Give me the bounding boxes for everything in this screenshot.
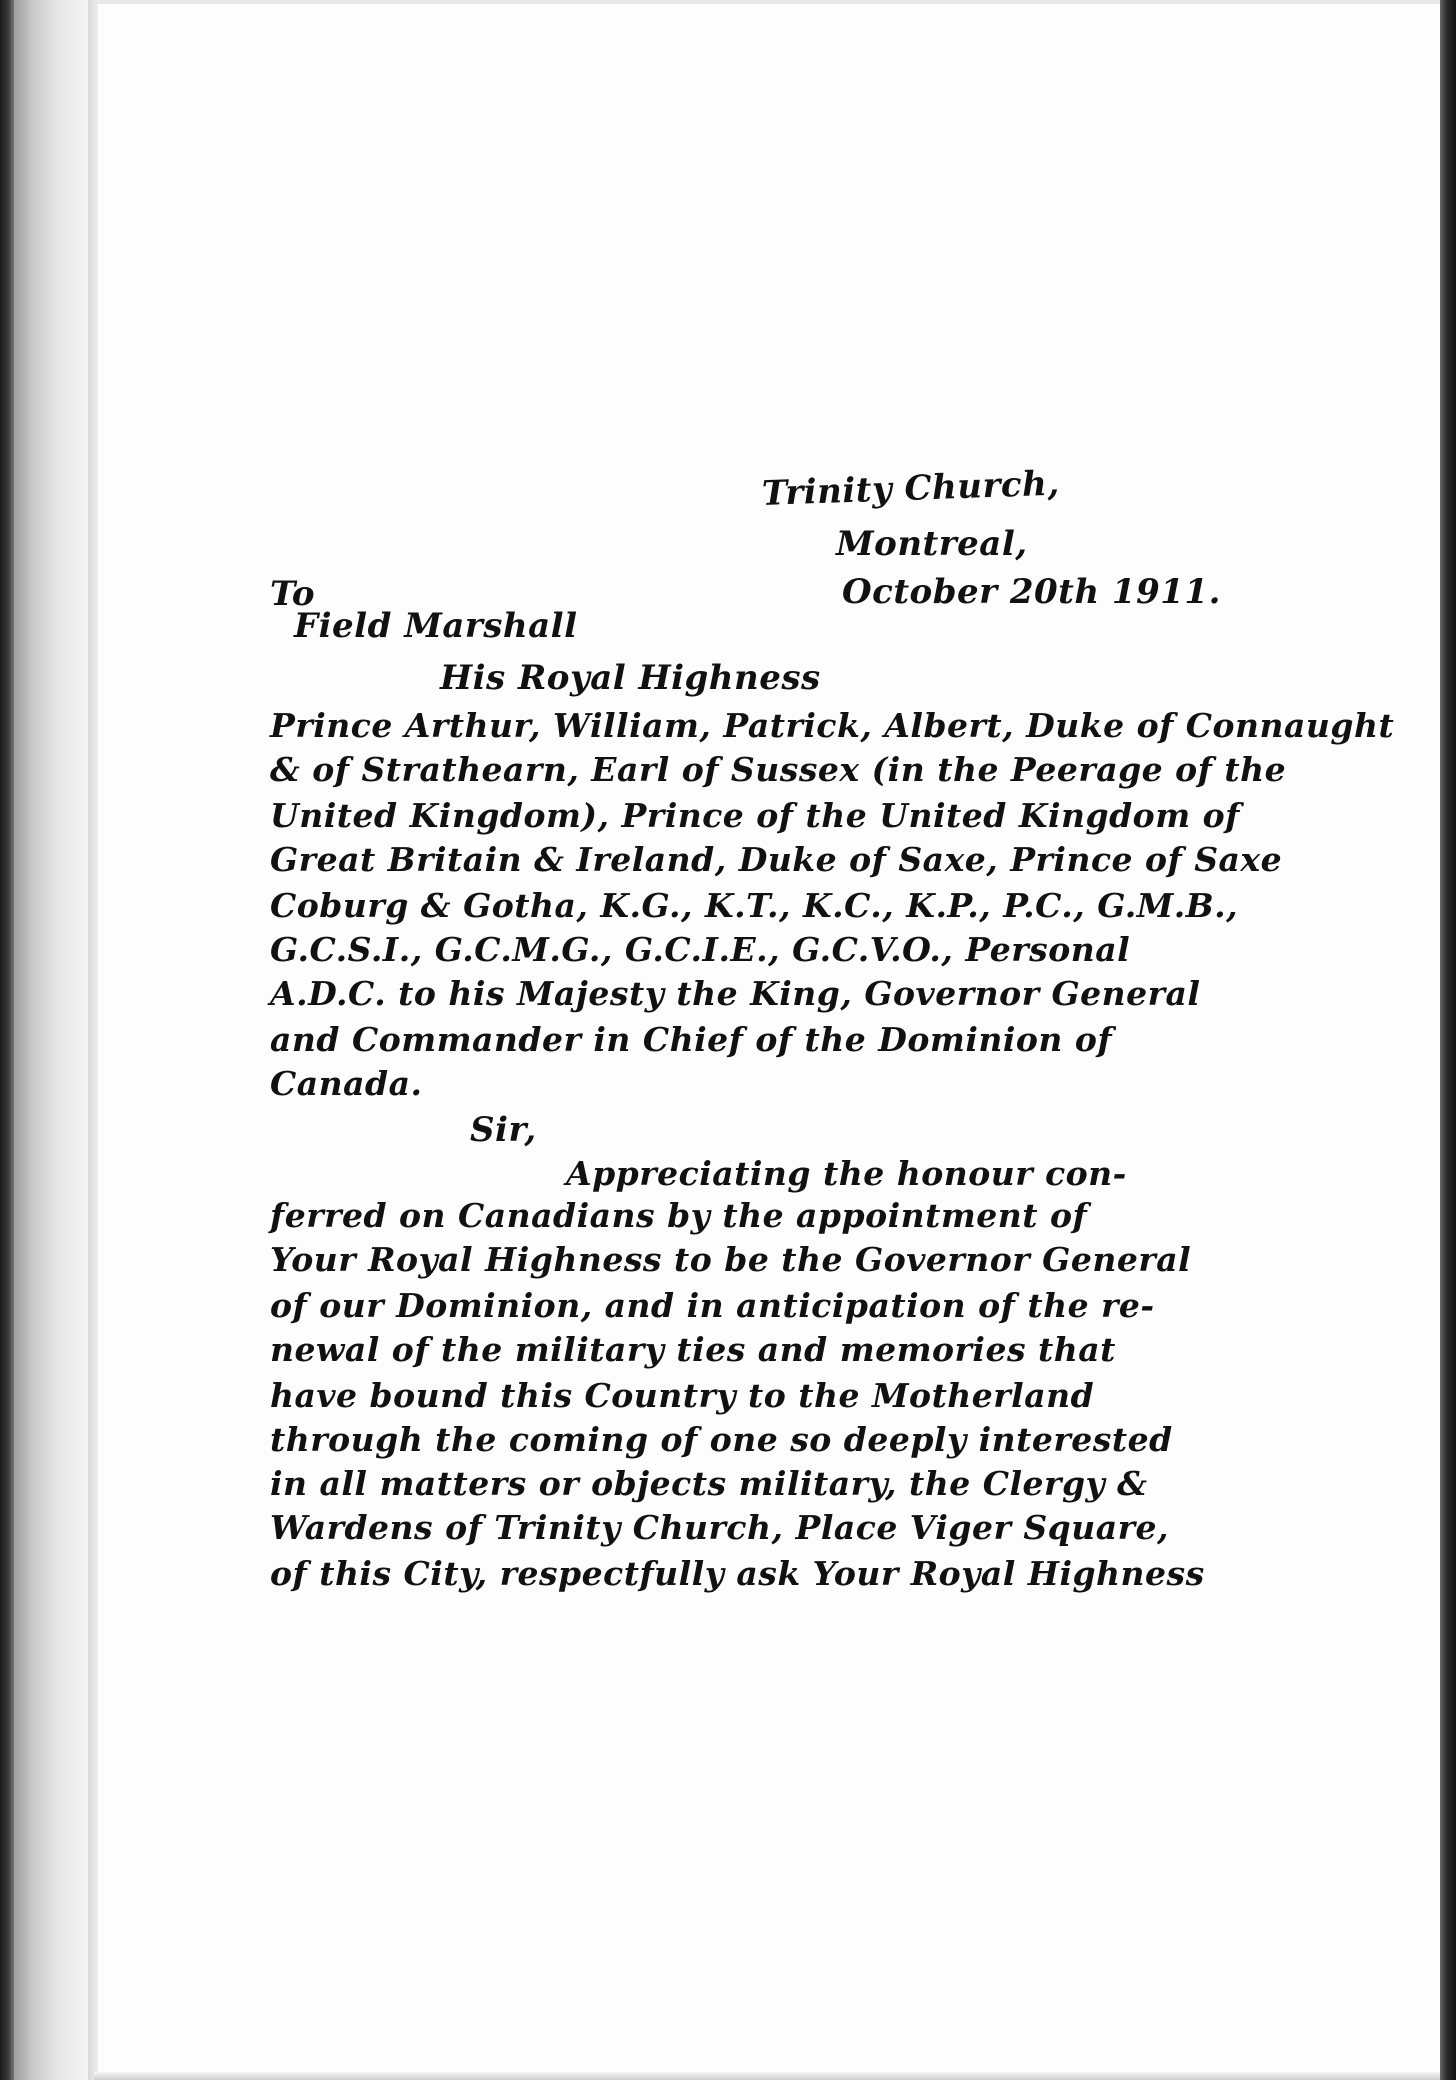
body-line: Appreciating the honour con- bbox=[566, 1154, 1127, 1193]
body-line: through the coming of one so deeply interested bbox=[270, 1420, 1173, 1459]
body-line: in all matters or objects military, the Clergy & bbox=[270, 1464, 1148, 1503]
body-line: ferred on Canadians by the appointment of bbox=[270, 1196, 1088, 1235]
body-line: have bound this Country to the Motherland bbox=[270, 1376, 1095, 1415]
letter-to: To bbox=[270, 574, 316, 614]
body-line: newal of the military ties and memories that bbox=[270, 1330, 1116, 1369]
body-line: of our Dominion, and in anticipation of the re- bbox=[270, 1286, 1155, 1325]
address-line: Field Marshall bbox=[294, 606, 578, 646]
address-line: Prince Arthur, William, Patrick, Albert, Duke of Connaught bbox=[270, 706, 1395, 745]
address-line: and Commander in Chief of the Dominion of bbox=[270, 1020, 1113, 1059]
address-line: United Kingdom), Prince of the United Kingdom of bbox=[270, 796, 1240, 835]
address-line: His Royal Highness bbox=[440, 658, 821, 698]
body-line: of this City, respectfully ask Your Royal Highness bbox=[270, 1554, 1205, 1593]
body-line: Wardens of Trinity Church, Place Viger Square, bbox=[270, 1508, 1169, 1547]
address-line: A.D.C. to his Majesty the King, Governor General bbox=[270, 974, 1201, 1013]
letter-salutation: Sir, bbox=[470, 1110, 537, 1150]
letter-city: Montreal, bbox=[836, 524, 1028, 564]
letter-date: October 20th 1911. bbox=[842, 572, 1221, 612]
address-line: Great Britain & Ireland, Duke of Saxe, Prince of Saxe bbox=[270, 840, 1283, 879]
letter-place: Trinity Church, bbox=[761, 463, 1061, 514]
body-line: Your Royal Highness to be the Governor General bbox=[270, 1240, 1192, 1279]
address-line: Canada. bbox=[270, 1064, 423, 1103]
address-line: G.C.S.I., G.C.M.G., G.C.I.E., G.C.V.O., Personal bbox=[270, 930, 1131, 969]
address-line: & of Strathearn, Earl of Sussex (in the Peerage of the bbox=[270, 750, 1287, 789]
address-line: Coburg & Gotha, K.G., K.T., K.C., K.P., P.C., G.M.B., bbox=[270, 886, 1239, 925]
